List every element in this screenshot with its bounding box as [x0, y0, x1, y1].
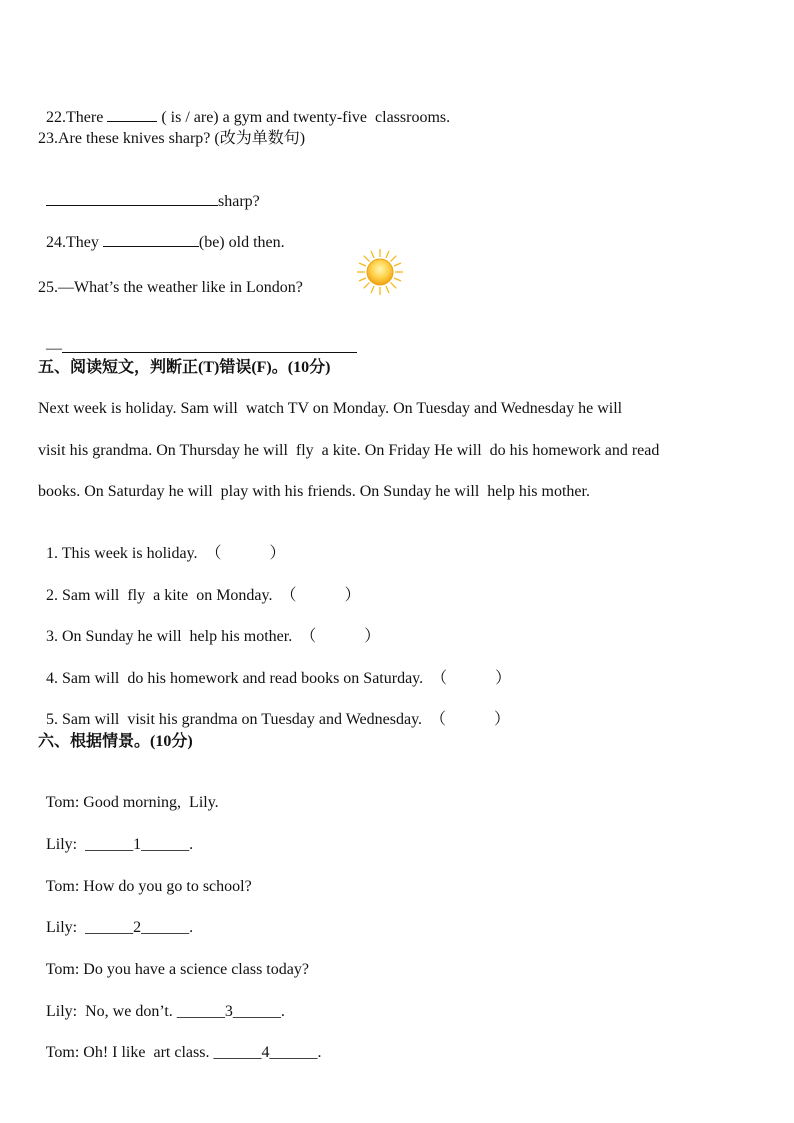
- answer-bracket[interactable]: （ ）: [205, 545, 286, 562]
- tf-item-1: [38, 524, 286, 564]
- section-6-heading: 六、根据情景。(10分): [38, 733, 193, 750]
- dialogue-text: Do you have a science class today?: [83, 961, 309, 978]
- question-text: 24.They: [46, 234, 103, 251]
- question-text: There: [66, 109, 108, 126]
- tf-statement: 4. Sam will do his homework and read books on Saturday.: [46, 670, 424, 687]
- question-22: [38, 87, 450, 128]
- dialogue-text: Oh! I like art class.: [83, 1044, 214, 1061]
- answer-blank[interactable]: [103, 232, 199, 247]
- tf-statement: 1. This week is holiday.: [46, 545, 198, 562]
- answer-blank[interactable]: ______2______.: [85, 919, 194, 936]
- tf-item-5: [38, 690, 510, 730]
- answer-bracket[interactable]: （ ）: [431, 670, 512, 687]
- speaker-label: Lily:: [46, 836, 86, 853]
- question-text: (be) old then.: [198, 234, 285, 251]
- speaker-label: Tom:: [45, 794, 84, 811]
- dialogue-text: Good morning, Lily.: [83, 794, 219, 811]
- speaker-label: Tom:: [45, 961, 84, 978]
- tf-item-3: [38, 607, 380, 647]
- question-24: [38, 212, 285, 253]
- dash: —: [46, 340, 62, 357]
- dialogue-line: [38, 982, 285, 1022]
- answer-bracket[interactable]: （ ）: [280, 587, 361, 604]
- answer-blank[interactable]: ______1______.: [85, 836, 194, 853]
- dialogue-text: How do you go to school?: [83, 878, 252, 895]
- answer-blank[interactable]: [62, 338, 357, 353]
- dialogue-line: [38, 857, 252, 897]
- question-text: ( is / are) a gym and twenty-five classrooms.: [157, 109, 451, 126]
- dialogue-line: [38, 1023, 321, 1063]
- tf-item-2: [38, 566, 361, 606]
- speaker-label: Tom:: [45, 1044, 84, 1061]
- tf-statement: 3. On Sunday he will help his mother.: [46, 628, 293, 645]
- question-text: sharp?: [218, 193, 260, 210]
- dialogue-line: [38, 898, 193, 938]
- question-number: 22.: [46, 109, 66, 126]
- question-25: 25.—What’s the weather like in London?: [38, 279, 303, 296]
- section-5-heading: 五、阅读短文，判断正(T)错误(F)。(10分): [38, 359, 331, 376]
- tf-statement: 2. Sam will fly a kite on Monday.: [46, 587, 273, 604]
- answer-blank[interactable]: [107, 107, 157, 122]
- question-23-answer-line: [38, 171, 260, 212]
- dialogue-text: No, we don’t.: [85, 1003, 177, 1020]
- dialogue-line: [38, 940, 309, 980]
- speaker-label: Lily:: [46, 919, 86, 936]
- speaker-label: Lily:: [46, 1003, 86, 1020]
- answer-blank[interactable]: [46, 191, 218, 206]
- passage-line: visit his grandma. On Thursday he will fly a kite. On Friday He will do his homework and read: [38, 442, 660, 459]
- passage-line: Next week is holiday. Sam will watch TV on Monday. On Tuesday and Wednesday he will: [38, 400, 623, 417]
- question-25-answer-line: [38, 318, 357, 359]
- dialogue-line: [38, 773, 219, 813]
- passage-line: books. On Saturday he will play with his friends. On Sunday he will help his mother.: [38, 483, 590, 500]
- sun-icon: [356, 248, 404, 296]
- speaker-label: Tom:: [45, 878, 84, 895]
- answer-bracket[interactable]: （ ）: [430, 711, 511, 728]
- tf-statement: 5. Sam will visit his grandma on Tuesday and Wednesday.: [46, 711, 423, 728]
- answer-bracket[interactable]: （ ）: [300, 628, 381, 645]
- tf-item-4: [38, 649, 511, 689]
- dialogue-line: [38, 815, 193, 855]
- answer-blank[interactable]: ______4______.: [213, 1044, 322, 1061]
- question-23: 23.Are these knives sharp? (改为单数句): [38, 130, 306, 147]
- answer-blank[interactable]: ______3______.: [176, 1003, 285, 1020]
